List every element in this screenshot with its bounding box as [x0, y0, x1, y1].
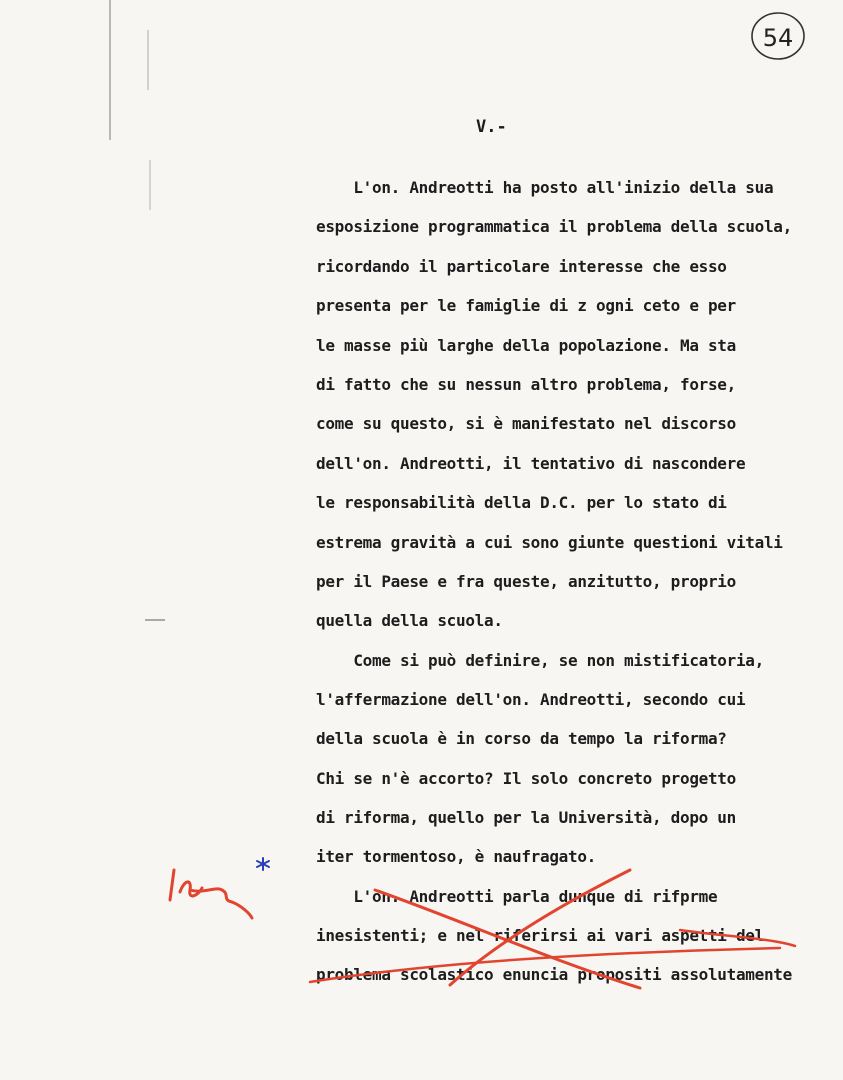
text-line: l'affermazione dell'on. Andreotti, secondo cui	[316, 690, 746, 709]
text-line: estrema gravità a cui sono giunte questioni vitali	[316, 533, 783, 552]
text-line: le masse più larghe della popolazione. Ma sta	[316, 336, 736, 355]
text-line: presenta per le famiglie di z ogni ceto e per	[316, 296, 736, 315]
text-line: quella della scuola.	[316, 611, 503, 630]
text-line: per il Paese e fra queste, anzitutto, proprio	[316, 572, 736, 591]
text-line: di fatto che su nessun altro problema, forse,	[316, 375, 736, 394]
handwritten-margin-note	[162, 860, 262, 930]
text-line: problema scolastico enuncia propositi assolutamente	[316, 965, 792, 984]
text-line: dell'on. Andreotti, il tentativo di nascondere	[316, 454, 746, 473]
asterisk-icon	[255, 856, 271, 872]
red-strikethrough-x	[300, 860, 820, 1000]
text-line: L'on. Andreotti ha posto all'inizio della sua	[316, 178, 774, 197]
text-line: di riforma, quello per la Università, dopo un	[316, 808, 736, 827]
text-line: inesistenti; e nel riferirsi ai vari aspetti del	[316, 926, 764, 945]
text-line: della scuola è in corso da tempo la riforma?	[316, 729, 727, 748]
text-line: come su questo, si è manifestato nel discorso	[316, 414, 736, 433]
section-heading: V.-	[476, 117, 507, 137]
text-line: le responsabilità della D.C. per lo stato di	[316, 493, 727, 512]
text-line: L'on. Andreotti parla dunque di rifprme	[316, 887, 718, 906]
text-line: ricordando il particolare interesse che esso	[316, 257, 727, 276]
text-line: Chi se n'è accorto? Il solo concreto progetto	[316, 769, 736, 788]
text-line: Come si può definire, se non mistificatoria,	[316, 651, 764, 670]
text-line: iter tormentoso, è naufragato.	[316, 847, 596, 866]
page-number: 54	[762, 24, 794, 52]
text-line: esposizione programmatica il problema della scuola,	[316, 217, 792, 236]
